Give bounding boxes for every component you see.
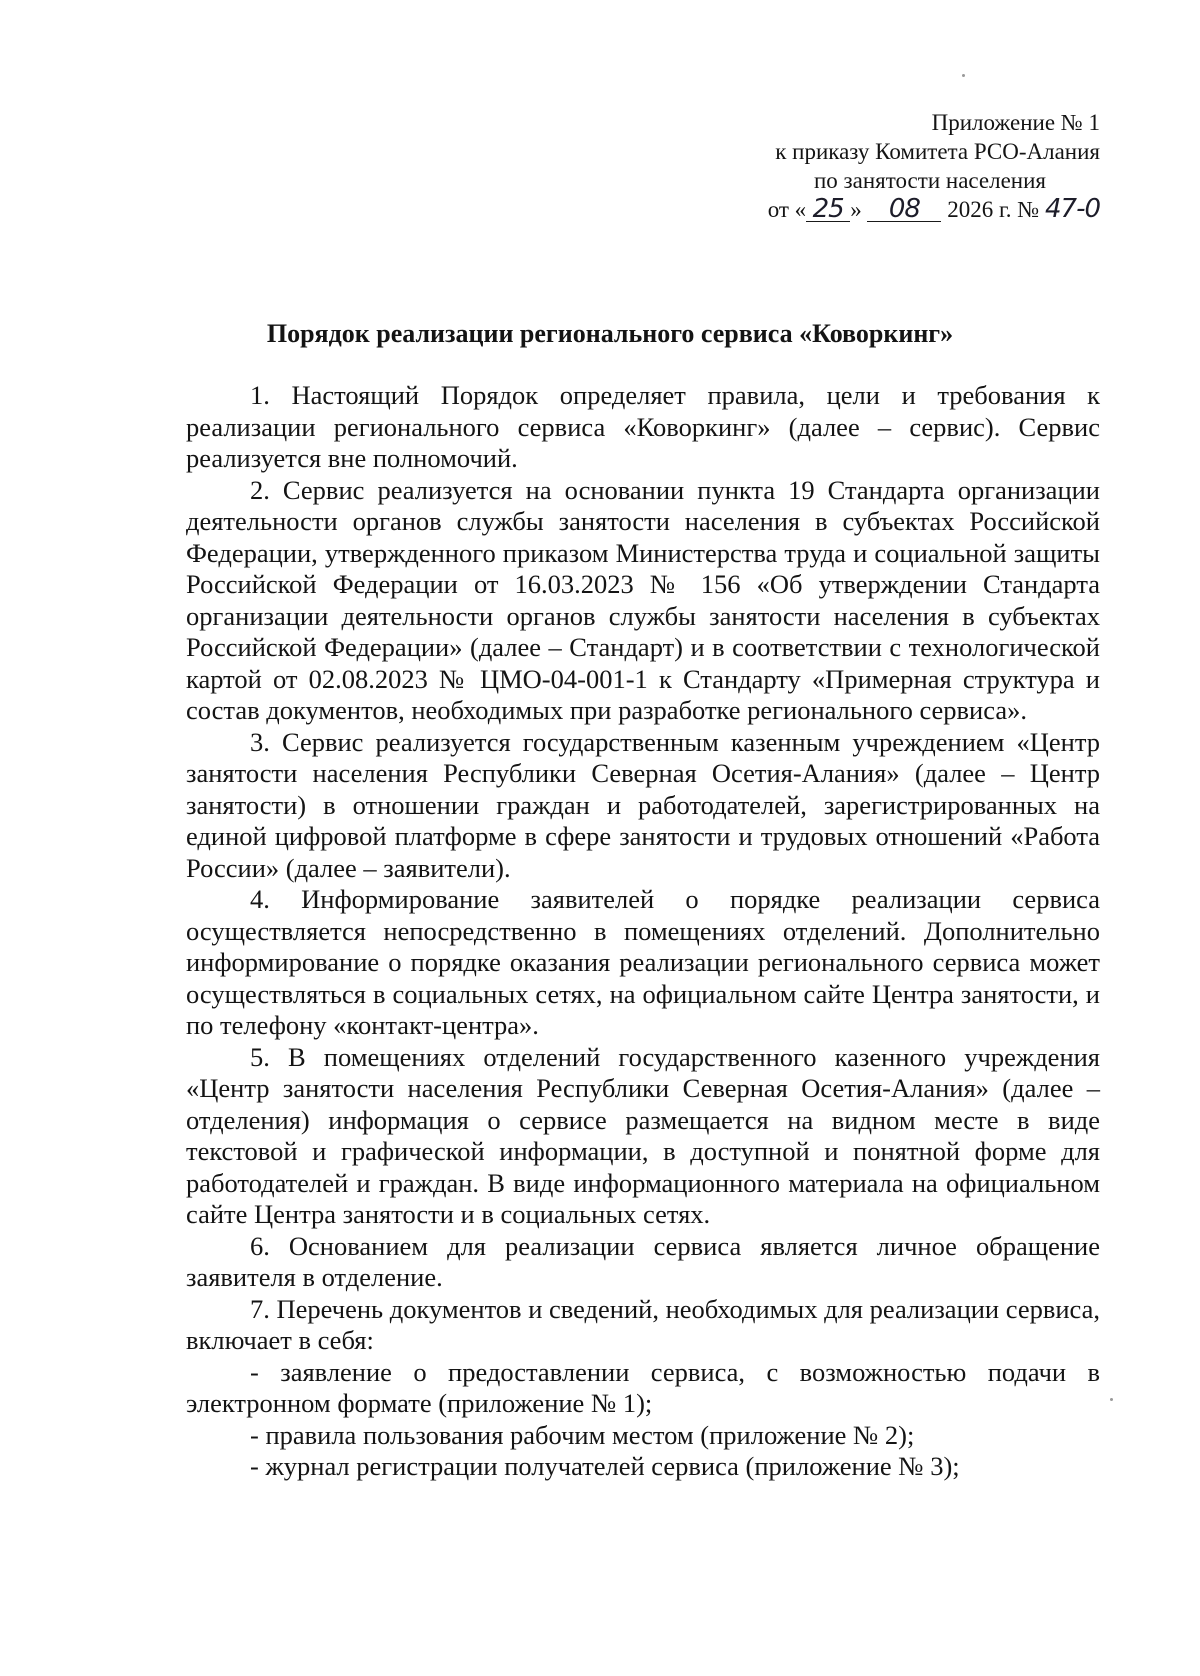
list-item-journal: - журнал регистрации получателей сервиса (приложение № 3);: [250, 1451, 960, 1481]
order-date-line: [740, 195, 1100, 231]
list-item-application: - заявление о предоставлении сервиса, с возможностью подачи в электронном формате (приложение № 1);: [186, 1356, 1100, 1418]
paragraph-4: 4. Информирование заявителей о порядке реализации сервиса осуществляется непосредственно в помещениях отделений. Дополнительно информирование о порядке оказания реализации регионального сервиса может осуществляться в социальных сетях, на официальном сайте Центра занятости, и по телефону «контакт-центра».: [186, 884, 1100, 1040]
scan-speck: [962, 74, 965, 77]
date-prefix: от «: [767, 197, 807, 222]
list-item-rules: - правила пользования рабочим местом (приложение № 2);: [250, 1419, 915, 1450]
date-year: 2026 г. №: [947, 197, 1040, 222]
appendix-number: Приложение № 1: [931, 110, 1100, 135]
committee-name: по занятости населения: [814, 168, 1046, 193]
handwritten-order-number: 47-0: [1044, 194, 1100, 224]
scan-speck: [1110, 1398, 1113, 1401]
order-reference: к приказу Комитета РСО-Алания: [775, 139, 1100, 164]
date-quote-close: »: [850, 197, 862, 222]
paragraph-5: 5. В помещениях отделений государственного казенного учреждения «Центр занятости населения Республики Северная Осетия-Алания» (далее – отделения) информация о сервисе размещается на видном месте в виде текстовой и графической информации, в доступной и понятной форме для работодателей и граждан. В виде информационного материала на официальном сайте Центра занятости и в социальных сетях.: [186, 1041, 1100, 1229]
document-body: [186, 380, 1100, 1483]
handwritten-month: 08: [867, 197, 941, 222]
paragraph-6: 6. Основанием для реализации сервиса является личное обращение заявителя в отделение.: [186, 1230, 1100, 1292]
paragraph-1: 1. Настоящий Порядок определяет правила, цели и требования к реализации регионального сервиса «Коворкинг» (далее – сервис). Сервис реализуется вне полномочий.: [186, 380, 1100, 473]
paragraph-3: 3. Сервис реализуется государственным казенным учреждением «Центр занятости населения Республики Северная Осетия-Алания» (далее – Центр занятости) в отношении граждан и работодателей, зарегистрированных на единой цифровой платформе в сфере занятости и трудовых отношений «Работа России» (далее – заявители).: [186, 726, 1100, 883]
paragraph-7: 7. Перечень документов и сведений, необходимых для реализации сервиса, включает в себя:: [186, 1293, 1101, 1355]
handwritten-day: 25: [806, 197, 850, 222]
appendix-header: [740, 108, 1100, 231]
paragraph-2: 2. Сервис реализуется на основании пункта 19 Стандарта организации деятельности органов службы занятости населения в субъектах Российской Федерации, утвержденного приказом Министерства труда и социальной защиты Российской Федерации от 16.03.2023 № 156 «Об утверждении Стандарта организации деятельности органов службы занятости населения в субъектах Российской Федерации» (далее – Стандарт) и в соответствии с технологической картой от 02.08.2023 № ЦМО-04-001-1 к Стандарту «Примерная структура и состав документов, необходимых при разработке регионального сервиса».: [186, 474, 1100, 725]
document-title: Порядок реализации регионального сервиса «Коворкинг»: [266, 319, 954, 348]
